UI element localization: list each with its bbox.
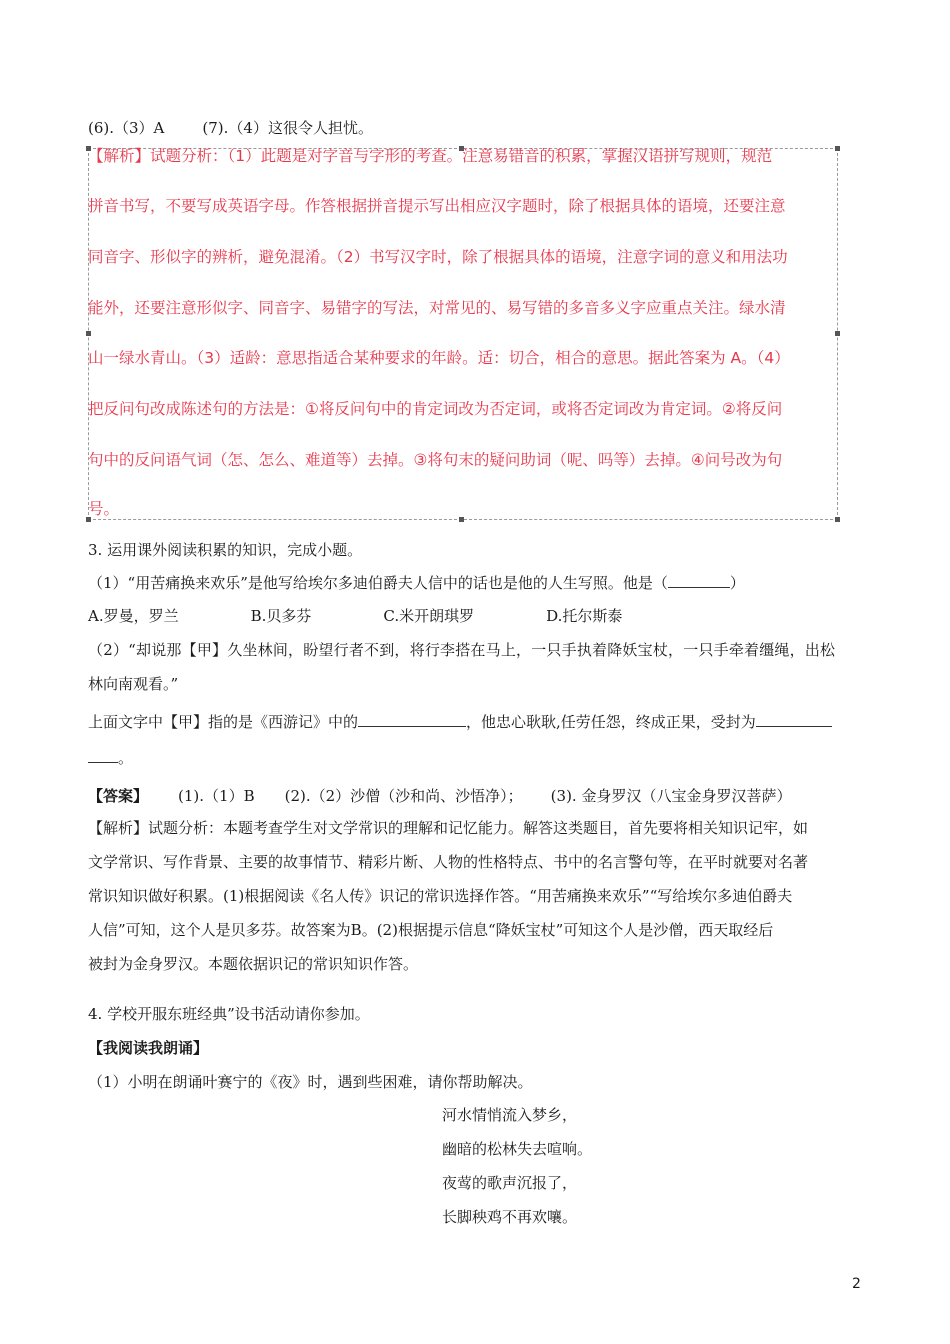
- option-c: C.米开朗琪罗: [383, 607, 475, 625]
- resize-handle-ml[interactable]: [86, 331, 91, 336]
- q3-analysis-line: 被封为金身罗汉。本题依据识记的常识知识作答。: [88, 955, 419, 973]
- answer-2: (2).（2）沙僧（沙和尚、沙悟净）；: [284, 787, 523, 805]
- poem-line: 河水情悄流入梦乡，: [442, 1106, 578, 1124]
- answer-q6: (6).（3）A: [88, 119, 165, 137]
- top-answer-line: [88, 118, 373, 138]
- analysis-line: 山一绿水青山。（3）适龄：意思指适合某种要求的年龄。适：切合，相合的意思。据此答案为 A。（4）: [88, 349, 790, 367]
- q3-sub2-q-end: 。: [118, 749, 134, 767]
- analysis-line: 同音字、形似字的辨析，避免混淆。（2）书写汉字时，除了根据具体的语境，注意字词的意义和用法功: [88, 248, 788, 266]
- q3-analysis-line: 文学常识、写作背景、主要的故事情节、精彩片断、人物的性格特点、书中的名言警句等，在平时就要对名著: [88, 853, 809, 871]
- answer-3: (3). 金身罗汉（八宝金身罗汉菩萨）: [550, 787, 792, 805]
- q3-sub2-q-b: ，他忠心耿耿,任劳任怨，终成正果，受封为: [466, 713, 756, 731]
- analysis-line: 号。: [88, 500, 120, 518]
- poem-line: 幽暗的松林失去喧响。: [442, 1140, 593, 1158]
- q3-sub1: [88, 573, 745, 593]
- q3-title: 3. 运用课外阅读积累的知识，完成小题。: [88, 541, 363, 559]
- answer-blank[interactable]: [668, 573, 730, 588]
- q3-analysis-line: 人信”可知，这个人是贝多芬。故答案为B。(2)根据提示信息“降妖宝杖”可知这个人是沙僧，西天取经后: [88, 921, 774, 939]
- resize-handle-mr[interactable]: [835, 331, 840, 336]
- q3-sub1-end: ）: [729, 574, 745, 592]
- q3-analysis-line: 常识知识做好积累。(1)根据阅读《名人传》识记的常识选择作答。“用苦痛换来欢乐”“写给埃尔多迪伯爵夫: [88, 887, 793, 905]
- resize-handle-tr[interactable]: [835, 146, 840, 151]
- analysis-line: 句中的反问语气词（怎、怎么、难道等）去掉。③将句末的疑问助词（呢、吗等）去掉。④问号改为句: [88, 451, 783, 469]
- q3-sub1-text: （1）“用苦痛换来欢乐”是他写给埃尔多迪伯爵夫人信中的话也是他的人生写照。他是（: [88, 574, 668, 592]
- q4-title: 4. 学校开服东班经典”设书活动请你参加。: [88, 1005, 370, 1023]
- q3-sub2-question: [88, 712, 832, 732]
- answer-label: 【答案】: [88, 787, 149, 805]
- page-number: 2: [852, 1276, 861, 1292]
- answer-blank[interactable]: [756, 712, 832, 727]
- analysis-line: 把反问句改成陈述句的方法是：①将反问句中的肯定词改为否定词，或将否定词改为肯定词。②将反问: [88, 400, 783, 418]
- resize-handle-bc[interactable]: [459, 517, 464, 522]
- option-d: D.托尔斯泰: [546, 607, 623, 625]
- poem-line: 长脚秧鸡不再欢嚷。: [442, 1208, 578, 1226]
- q3-answer-line: [88, 786, 791, 806]
- option-a: A.罗曼，罗兰: [88, 607, 179, 625]
- q3-options: [88, 606, 622, 626]
- answer-blank[interactable]: [358, 712, 466, 727]
- answer-q7: (7).（4）这很令人担忧。: [202, 119, 373, 137]
- answer-1: (1).（1）B: [178, 787, 255, 805]
- q3-sub2-q-a: 上面文字中【甲】指的是《西游记》中的: [88, 713, 359, 731]
- q3-sub2-question-cont: [88, 748, 133, 768]
- option-b: B.贝多芬: [250, 607, 312, 625]
- analysis-line: 拼音书写，不要写成英语字母。作答根据拼音提示写出相应汉字题时，除了根据具体的语境，还要注意: [88, 197, 786, 215]
- q3-sub2-line2: 林向南观看。”: [88, 675, 179, 693]
- resize-handle-br[interactable]: [835, 517, 840, 522]
- answer-blank[interactable]: [88, 748, 118, 763]
- analysis-line: 能外，还要注意形似字、同音字、易错字的写法，对常见的、易写错的多音多义字应重点关注。绿水清: [88, 299, 786, 317]
- q4-sub1: （1）小明在朗诵叶赛宁的《夜》时，遇到些困难，请你帮助解决。: [88, 1073, 533, 1091]
- q3-sub2-line1: （2）“却说那【甲】久坐林间，盼望行者不到，将行李搭在马上，一只手执着降妖宝杖，一只手牵着缰绳，出松: [88, 641, 836, 659]
- analysis-line: 【解析】试题分析：（1）此题是对字音与字形的考查。注意易错音的积累，掌握汉语拼写规则，规范: [88, 147, 773, 165]
- poem-line: 夜莺的歌声沉报了，: [442, 1174, 578, 1192]
- q3-analysis-line: 【解析】试题分析：本题考查学生对文学常识的理解和记忆能力。解答这类题目，首先要将相关知识记牢，如: [88, 819, 809, 837]
- q4-section-heading: 【我阅读我朗诵】: [88, 1039, 209, 1057]
